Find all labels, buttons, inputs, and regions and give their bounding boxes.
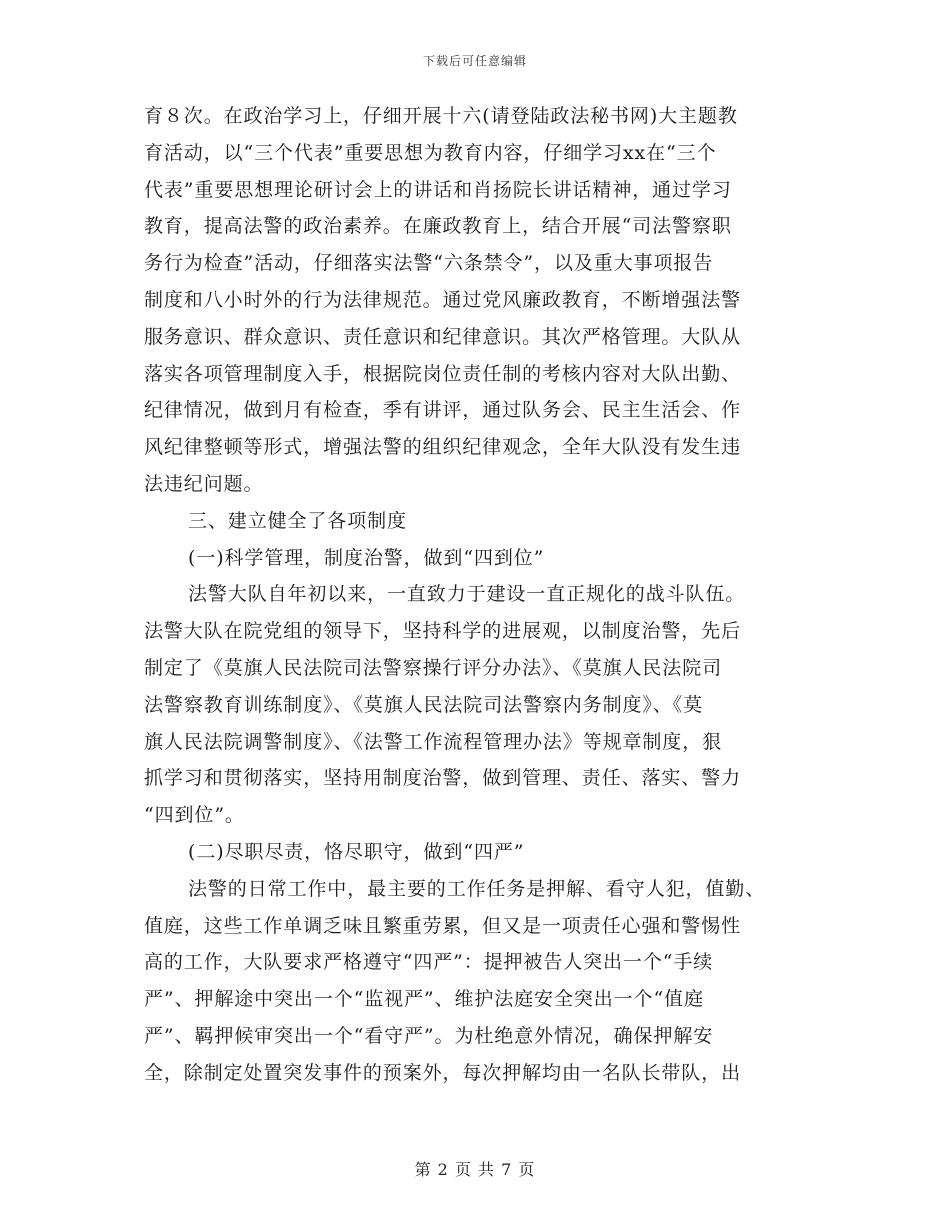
text-line: 育８次。在政治学习上，仔细开展十六(请登陆政法秘书网)大主题教 [144,105,738,127]
text-line: (一)科学管理，制度治警，做到“四到位” [188,546,545,569]
text-line: 育活动，以“三个代表”重要思想为教育内容，仔细学习xx在“三个 [144,141,717,164]
text-line: 三、建立健全了各项制度 [188,509,407,532]
text-line: “四到位”。 [144,804,245,827]
text-line: 纪律情况，做到月有检查，季有讲评，通过队务会、民主生活会、作 [144,399,742,422]
text-line: 法警的日常工作中，最主要的工作任务是押解、看守人犯，值勤、 [188,877,766,900]
text-line: 旗人民法院调警制度》、《法警工作流程管理办法》等规章制度，狠 [144,730,723,753]
text-line: 代表”重要思想理论研讨会上的讲话和肖扬院长讲话精神，通过学习 [144,178,732,201]
text-line: 务行为检查”活动，仔细落实法警“六条禁令”，以及重大事项报告 [144,252,714,275]
text-line: 法违纪问题。 [144,472,264,495]
text-line: 严”、羁押候审突出一个“看守严”。为杜绝意外情况，确保押解安 [144,1024,714,1047]
text-line: 抓学习和贯彻落实，坚持用制度治警，做到管理、责任、落实、警力 [144,767,742,790]
text-line: 值庭，这些工作单调乏味且繁重劳累，但又是一项责任心强和警惕性 [144,914,742,937]
text-line: 全，除制定处置突发事件的预案外，每次押解均由一名队长带队，出 [144,1061,742,1084]
text-line: 教育，提高法警的政治素养。在廉政教育上，结合开展“司法警察职 [144,215,732,238]
text-line: 风纪律整顿等形式，增强法警的组织纪律观念，全年大队没有发生违 [144,436,742,459]
text-line: 制度和八小时外的行为法律规范。通过党风廉政教育，不断增强法警 [144,288,742,311]
text-line: 高的工作，大队要求严格遵守“四严”：提押被告人突出一个“手续 [144,951,714,974]
page-header: 下载后可任意编辑 [422,54,527,68]
page-number: 第 2 页 共 7 页 [414,1160,536,1179]
text-line: 严”、押解途中突出一个“监视严”、维护法庭安全突出一个“值庭 [144,988,704,1011]
document-body [144,98,804,1092]
text-line: 服务意识、群众意识、责任意识和纪律意识。其次严格管理。大队从 [144,325,742,348]
text-line: 制定了《莫旗人民法院司法警察操行评分办法》、《莫旗人民法院司 [144,656,723,679]
text-line: 法警大队自年初以来，一直致力于建设一直正规化的战斗队伍。 [188,583,746,606]
text-line: 法警察教育训练制度》、《莫旗人民法院司法警察内务制度》、《莫 [144,693,704,716]
text-line: (二)尽职尽责，恪尽职守，做到“四严” [188,840,525,863]
text-line: 落实各项管理制度入手，根据院岗位责任制的考核内容对大队出勤、 [144,362,742,385]
text-line: 法警大队在院党组的领导下，坚持科学的进展观，以制度治警，先后 [144,620,742,643]
